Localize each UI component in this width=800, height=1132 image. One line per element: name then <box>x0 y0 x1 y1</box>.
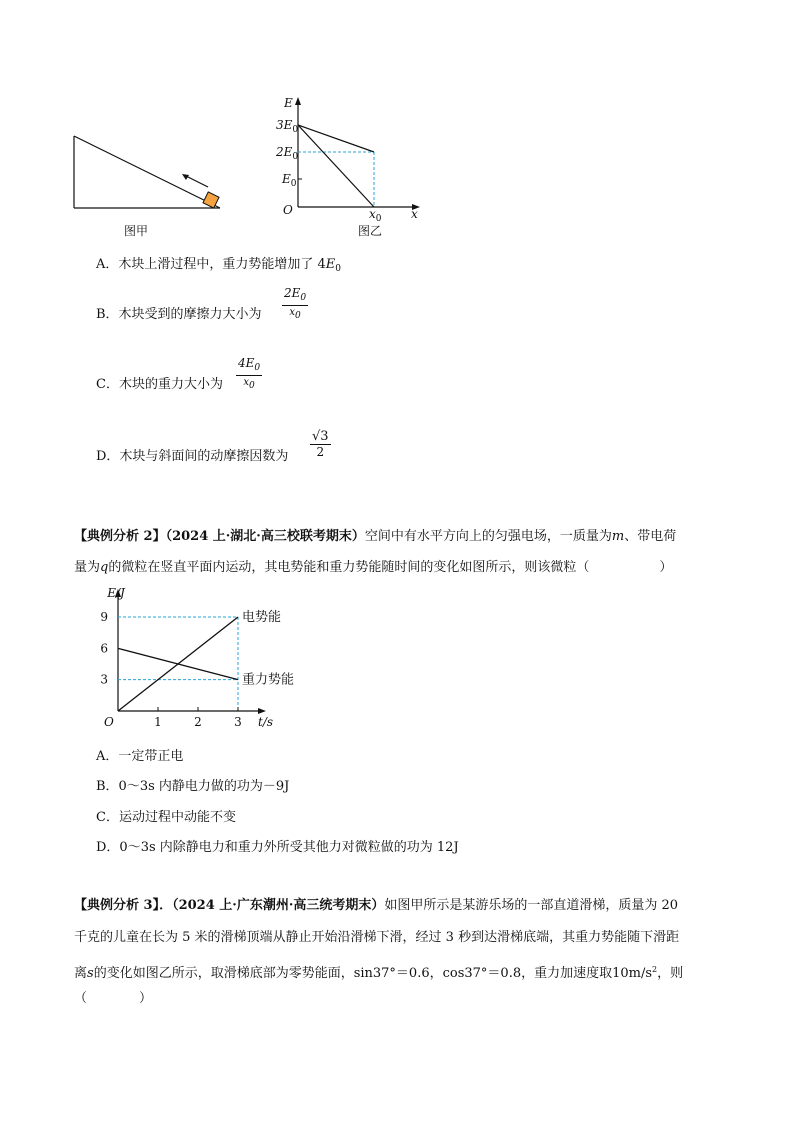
q2-stem-line-2: 量为q的微粒在竖直平面内运动，其电势能和重力势能随时间的变化如图所示，则该微粒（ ） <box>74 560 673 575</box>
graph-axis-x: x <box>411 207 418 221</box>
q3-stem-line-3: 离s的变化如图乙所示，取滑梯底部为零势能面，sin37°＝0.6，cos37°＝0.8，重力加速度取$10m/s^2$，则 <box>74 965 684 981</box>
q1-option-c: C．木块的重力大小为 <box>96 377 223 392</box>
q1-option-c-fraction: $4E_0$ x0 <box>238 356 261 391</box>
q2-option-c: C．运动过程中动能不变 <box>96 810 236 825</box>
q2-source: （2024 上·湖北·高三校联考期末） <box>165 529 365 544</box>
q2-option-b: B．0～3s 内静电力做的功为－9J <box>96 779 290 794</box>
graph-tick-x0: $x_0$ <box>369 207 382 224</box>
series-label-1: 重力势能 <box>242 672 295 688</box>
y-tick-label-6: 6 <box>100 641 108 656</box>
q1-option-d-fraction: $\frac{√3}{2}$ <box>312 429 329 459</box>
incline-figure <box>60 120 240 220</box>
series-label-0: 电势能 <box>242 610 282 625</box>
q3-stem-line-1: 【典例分析 3】．（2024 上·广东潮州·高三统考期末）如图甲所示是某游乐场的一部直道滑梯，质量为 20 <box>74 898 679 913</box>
origin-label: O <box>104 715 114 729</box>
q1-option-d: D．木块与斜面间的动摩擦因数为 <box>96 449 289 464</box>
q2-tag: 【典例分析 2】 <box>74 529 166 544</box>
y-tick-label-3: 3 <box>100 672 108 687</box>
q1-option-b-fraction: $2E_0$ x0 <box>284 286 307 321</box>
q2-option-d: D．0～3s 内除静电力和重力外所受其他力对微粒做的功为 12J <box>96 840 459 855</box>
incline-slope <box>74 136 220 208</box>
q3-stem-line-2: 千克的儿童在长为 5 米的滑梯顶端从静止开始沿滑梯下滑，经过 3 秒到达滑梯底端，其重力势能随下滑距 <box>74 930 680 945</box>
graph-tick-3e0: $3E_0$ <box>276 118 299 135</box>
mechanical-energy-line <box>298 125 374 152</box>
x-axis-label: t/s <box>258 715 274 729</box>
caption-right: 图乙 <box>358 224 383 238</box>
x-tick-label-3: 3 <box>234 715 242 729</box>
q2-stem-line-1: 【典例分析 2】（2024 上·湖北·高三校联考期末）空间中有水平方向上的匀强电场，一质量为m、带电荷 <box>74 529 677 544</box>
caption-left: 图甲 <box>124 224 149 238</box>
y-axis-label: E/J <box>107 586 125 600</box>
q3-tag: 【典例分析 3】 <box>74 898 160 913</box>
y-tick-label-9: 9 <box>100 610 108 624</box>
q3-stem-line-4: （ ） <box>74 991 153 1006</box>
e-axis-arrow <box>295 97 301 105</box>
x-tick-label-2: 2 <box>194 715 202 729</box>
x-tick-label-1: 1 <box>154 715 162 729</box>
q1-option-b: B．木块受到的摩擦力大小为 <box>96 307 262 322</box>
wood-block <box>203 192 219 208</box>
graph-tick-e0: $E_0$ <box>282 172 297 189</box>
series-line-1 <box>118 648 238 679</box>
kinetic-energy-line <box>298 125 374 207</box>
q2-option-a: A．一定带正电 <box>96 749 184 764</box>
graph-axis-e: E <box>284 96 293 110</box>
q1-option-a: A．木块上滑过程中，重力势能增加了 $4E_0$ <box>96 257 342 274</box>
energy-time-chart <box>90 585 320 730</box>
graph-origin: O <box>283 203 293 217</box>
graph-tick-2e0: $2E_0$ <box>276 145 299 162</box>
x-axis-arrow <box>258 708 266 714</box>
q3-source: （2024 上·广东潮州·高三统考期末） <box>172 898 385 913</box>
